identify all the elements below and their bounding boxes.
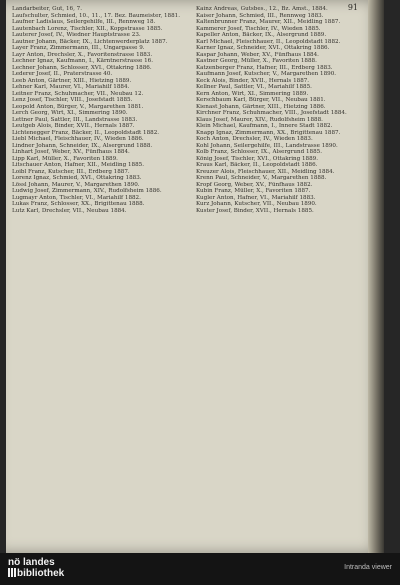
viewer-label[interactable]: Intranda viewer (344, 564, 392, 571)
register-entry: Lenz Josef, Tischler, VIII., Josefstadt 1885. (12, 97, 133, 103)
register-entry: Kaiser Johann, Schmied, III., Rennweg 1883. (196, 12, 324, 19)
logo-line-2 (8, 568, 64, 579)
register-entry: Kaspar Johann, Weber, XV., Fünfhaus 1884. (196, 51, 319, 58)
register-entry: Lehner Karl, Maurer, VI., Mariahilf 1884. (12, 84, 130, 90)
register-entry: Kirchner Franz, Schuhmacher, VIII., Josefstadt 1884. (196, 110, 347, 116)
viewer-footer (0, 553, 400, 585)
register-entry: Lorenz Ignaz, Schmied, XVI., Ottakring 1883. (12, 175, 142, 181)
register-entry: Lössl Johann, Maurer, V., Margarethen 1890. (12, 181, 140, 188)
register-entry: Lugmayr Anton, Tischler, VI., Mariahilf 1882. (12, 194, 141, 201)
left-text-column (12, 6, 184, 550)
logo-bar-icon (14, 568, 16, 577)
right-text-column (196, 6, 368, 550)
register-entry: Lauterer Josef, IV., Wiedner Hauptstrasse 23. (12, 32, 141, 38)
logo-line-1: nö landes (8, 557, 55, 568)
register-entry: Kammerer Josef, Tischler, IV., Wieden 1885. (196, 25, 321, 32)
register-entry: Kellner Paul, Sattler, VI., Mariahilf 1885. (196, 84, 312, 90)
register-entry: Leitner Franz, Schuhmacher, VII., Neubau 12. (12, 90, 144, 97)
register-entry: König Josef, Tischler, XVI., Ottakring 1889. (196, 155, 319, 162)
register-entry: Lautner Johann, Bäcker, IX., Lichtenwerderplatz 1887. (12, 38, 168, 45)
register-entry: Lukas Franz, Schlosser, XX., Brigittenau 1888. (12, 201, 145, 207)
register-entry: Linhart Josef, Weber, XV., Fünfhaus 1884. (12, 149, 130, 155)
logo-bar-icon (11, 568, 13, 577)
register-entry: Kastner Georg, Müller, X., Favoriten 1888. (196, 58, 317, 64)
register-entry: Katzenberger Franz, Hafner, III., Erdberg 1883. (196, 64, 333, 71)
register-entry: Lerch Georg, Wirt, XI., Simmering 1890. (12, 110, 128, 116)
register-entry: Layr Anton, Drechsler, X., Favoritenstrasse 1883. (12, 51, 153, 58)
scanned-page (6, 0, 384, 553)
register-entry: Lautenbach Lorenz, Tischler, XII., Koppstrasse 1885. (12, 25, 163, 32)
register-entry: Ludwig Josef, Zimmermann, XIV., Rudolfsheim 1886. (12, 188, 162, 194)
register-entry: Keck Alois, Binder, XVII., Hernals 1887. (196, 77, 310, 84)
register-entry: Lindner Johann, Schneider, IX., Alsergrund 1888. (12, 142, 153, 149)
register-entry: Lutz Karl, Drechsler, VII., Neubau 1884. (12, 207, 127, 214)
register-entry: Landarbeiter, Gut, 16, 7. (12, 6, 82, 12)
register-entry: Karl Michael, Fleischhauer, II., Leopoldstadt 1882. (196, 38, 341, 45)
register-entry: Knapp Ignaz, Zimmermann, XX., Brigittenau 1887. (196, 129, 341, 136)
register-entry: Krenn Paul, Schneider, V., Margarethen 1888. (196, 175, 327, 181)
library-logo[interactable] (8, 557, 64, 579)
register-entry: Lipp Karl, Müller, X., Favoriten 1889. (12, 155, 118, 162)
register-entry: Kolb Franz, Schlosser, IX., Alsergrund 1885. (196, 149, 322, 155)
register-entry: Litschauer Anton, Hafner, XII., Meidling 1885. (12, 162, 144, 168)
register-entry: Laufschulter, Schmied, 10., 11., 17. Bez. Baumeister, 1881. (12, 12, 181, 19)
register-entry: Klaus Josef, Maurer, XIV., Rudolfsheim 1888. (196, 116, 323, 123)
register-entry: Kerschbaum Karl, Bürger, VII., Neubau 1881. (196, 97, 326, 103)
register-entry: Kropf Georg, Weber, XV., Fünfhaus 1882. (196, 181, 313, 188)
logo-line-2-text: bibliothek (17, 568, 65, 579)
register-entry: Lechner Johann, Schlosser, XVI., Ottakring 1886. (12, 64, 152, 71)
register-entry: Kaltenbrunner Franz, Maurer, XII., Meidling 1887. (196, 19, 341, 25)
register-entry: Kreuzer Alois, Fleischhauer, XII., Meidling 1884. (196, 168, 335, 175)
register-entry: Kubin Franz, Müller, X., Favoriten 1887. (196, 188, 311, 194)
register-entry: Liebl Michael, Fleischhauer, IV., Wieden 1886. (12, 136, 144, 142)
register-entry: Layer Franz, Zimmermann, III., Ungargasse 9. (12, 45, 145, 51)
register-entry: Koch Anton, Drechsler, IV., Wieden 1883. (196, 136, 313, 142)
page-number: 91 (347, 3, 358, 12)
register-entry: Kuster Josef, Binder, XVII., Hernals 1885. (196, 207, 314, 214)
register-entry: Lettner Paul, Sattler, III., Landstrasse 1883. (12, 116, 138, 123)
register-entry: Kugler Anton, Hafner, VI., Mariahilf 1883. (196, 194, 316, 201)
register-entry: Kohl Johann, Seilergehilfe, III., Landstrasse 1890. (196, 142, 338, 149)
register-entry: Leeb Anton, Gärtner, XIII., Hietzing 1889. (12, 77, 132, 84)
register-entry: Kienast Johann, Gärtner, XIII., Hietzing 1886. (196, 103, 326, 110)
register-entry: Lechner Ignaz, Kaufmann, I., Kärntnerstrasse 16. (12, 58, 153, 64)
register-entry: Klein Michael, Kaufmann, I., Innere Stadt 1882. (196, 123, 333, 129)
register-entry: Karner Ignaz, Schneider, XVI., Ottakring 1886. (196, 45, 330, 51)
logo-bar-icon (8, 568, 10, 577)
register-entry: Kapeller Anton, Bäcker, IX., Alsergrund 1889. (196, 32, 327, 38)
register-entry: Laufner Ladislaus, Seilergehilfe, III., Rennweg 18. (12, 19, 156, 25)
register-entry: Kern Anton, Wirt, XI., Simmering 1889. (196, 90, 309, 97)
register-entry: Kurz Johann, Kutscher, VII., Neubau 1890. (196, 201, 317, 207)
register-entry: Leutgeb Alois, Binder, XVII., Hernals 1887. (12, 123, 135, 129)
register-entry: Kainz Andreas, Gutsbes., 12., Bz. Amst., 1884. (196, 6, 328, 12)
register-entry: Leopold Anton, Bürger, V., Margarethen 1881. (12, 103, 144, 110)
register-entry: Loibl Franz, Kutscher, III., Erdberg 1887. (12, 168, 130, 175)
page-binding-edge (368, 0, 384, 553)
register-entry: Lederer Josef, II., Praterstrasse 40. (12, 71, 113, 77)
register-entry: Kaufmann Josef, Kutscher, V., Margarethen 1890. (196, 71, 337, 77)
register-entry: Kraus Karl, Bäcker, II., Leopoldstadt 1886. (196, 162, 318, 168)
register-entry: Lichtenegger Franz, Bäcker, II., Leopoldstadt 1882. (12, 129, 160, 136)
